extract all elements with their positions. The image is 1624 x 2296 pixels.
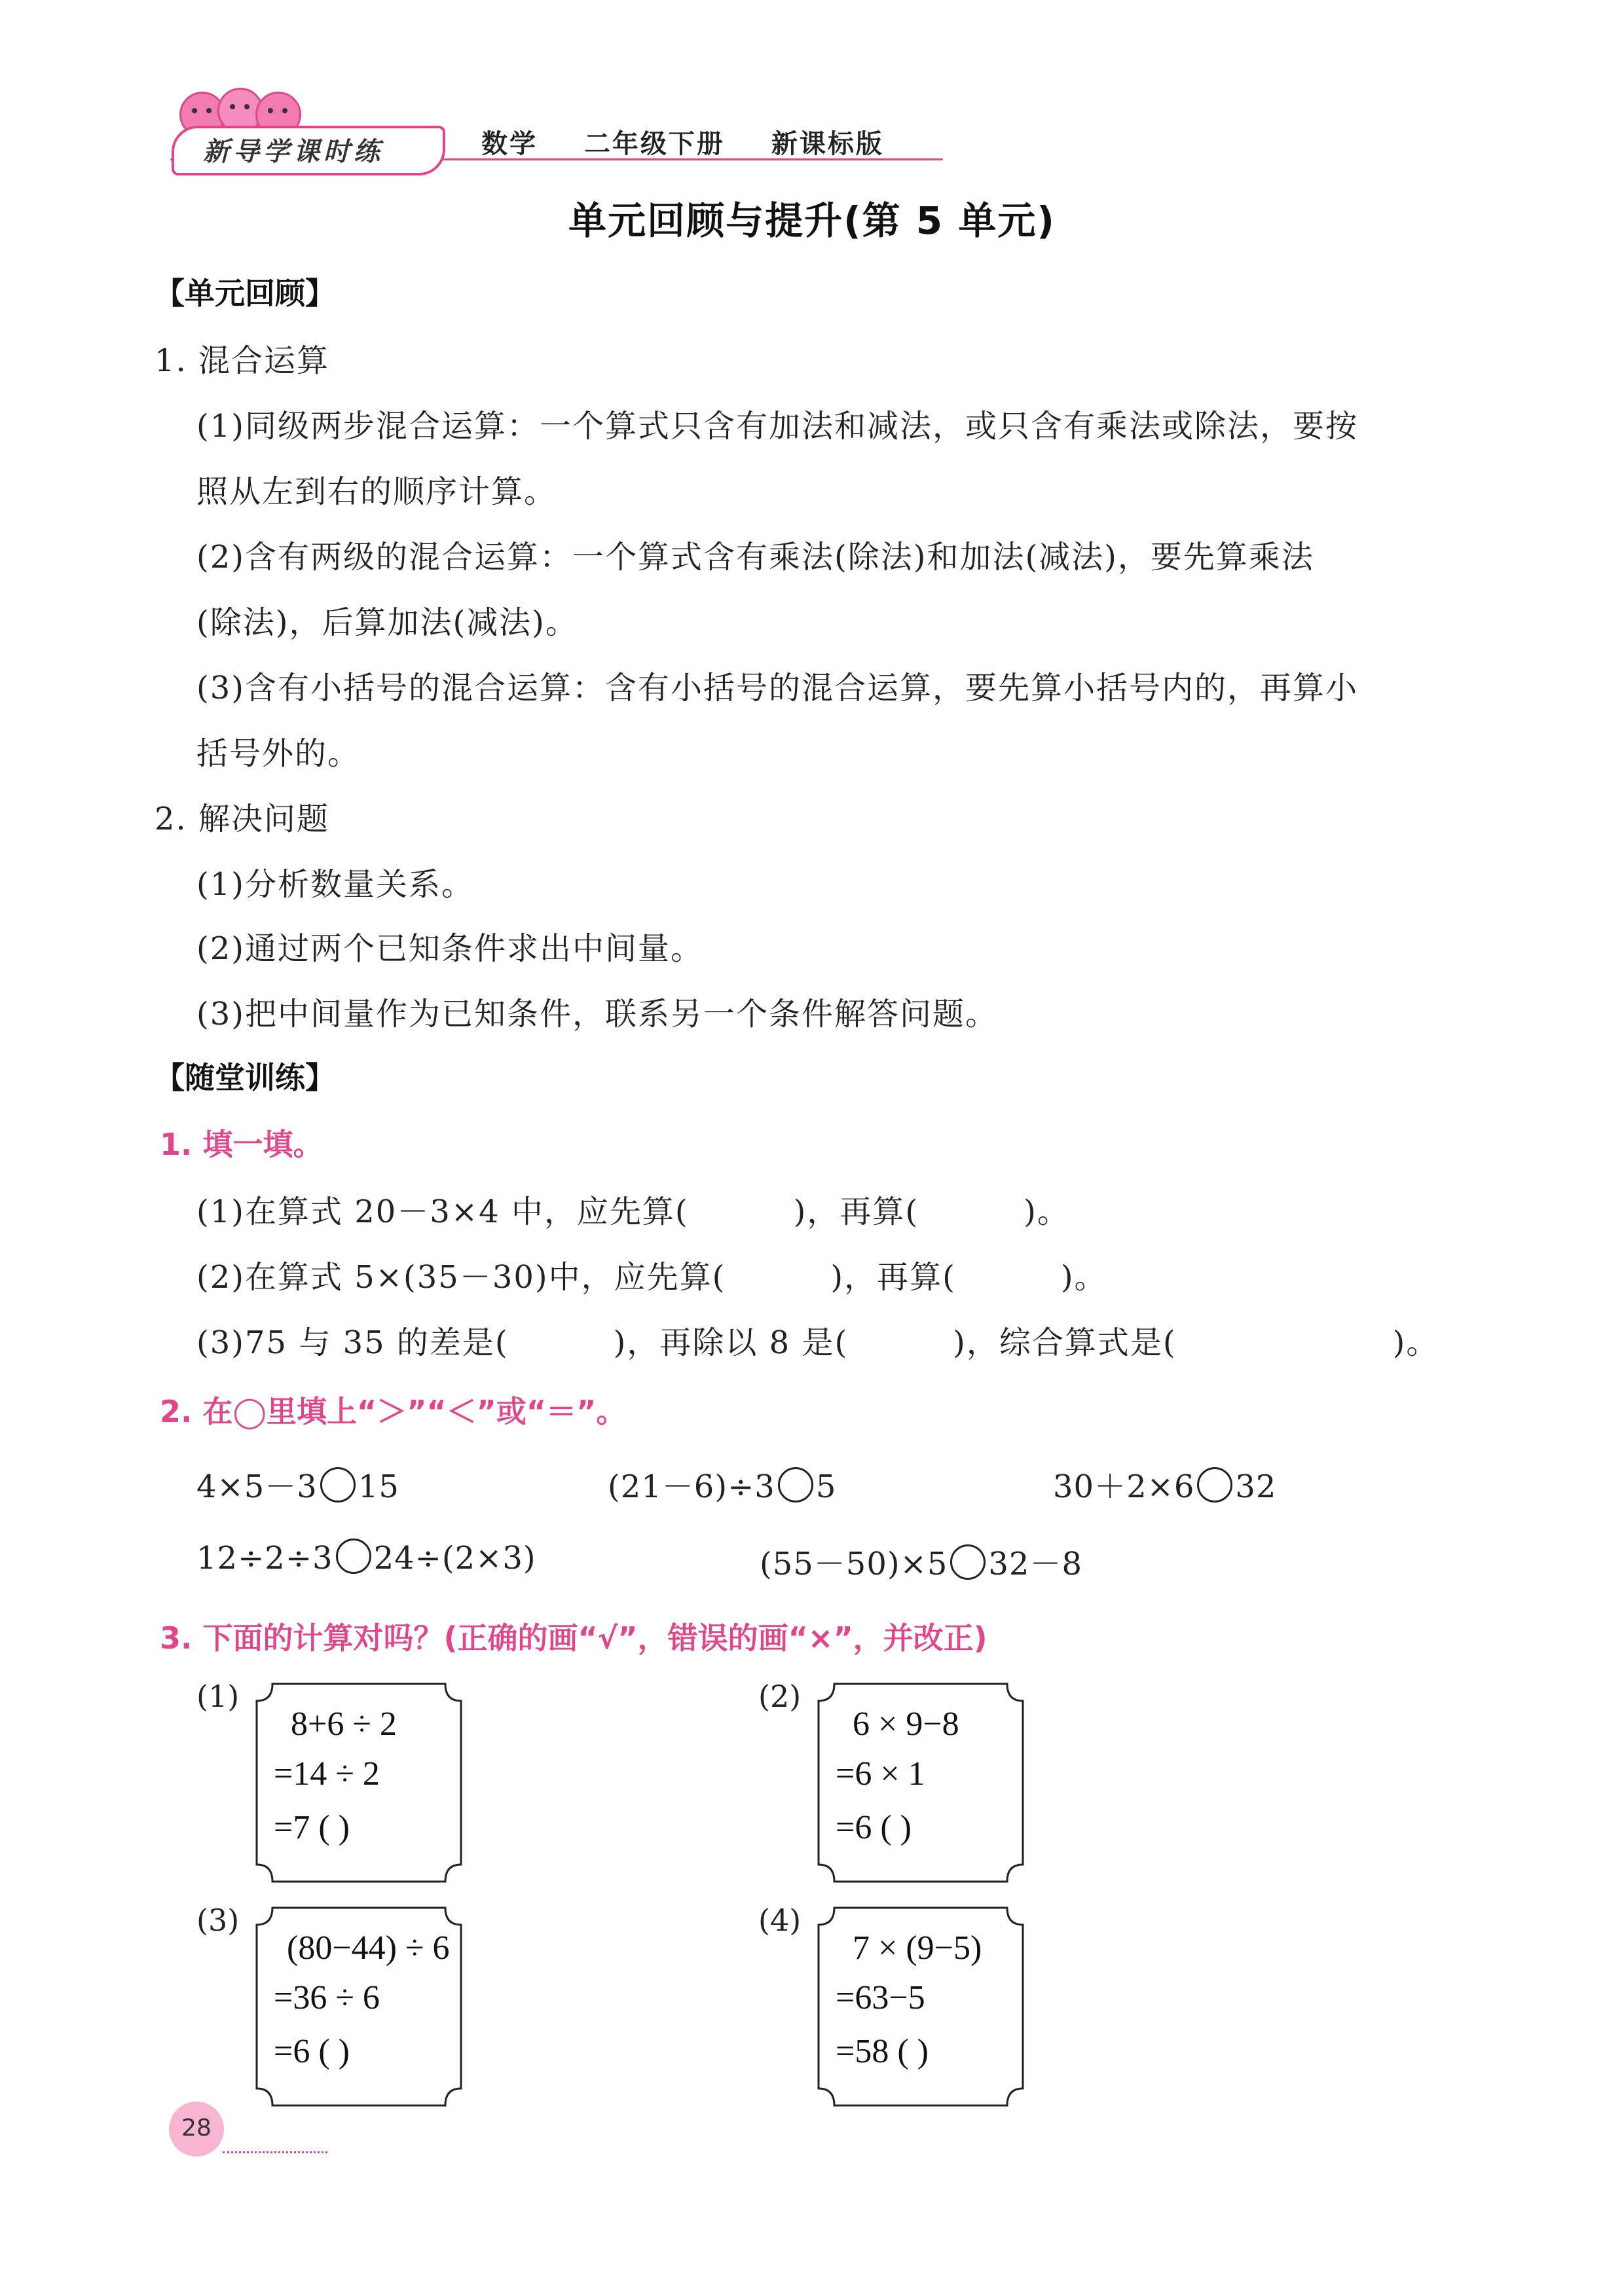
review-line: 照从左到右的顺序计算。 <box>196 473 557 510</box>
header-meta <box>481 123 919 160</box>
review-line: (3)含有小括号的混合运算：含有小括号的混合运算，要先算小括号内的，再算小 <box>196 670 1358 706</box>
calc-label: (4) <box>758 1903 802 1938</box>
calc-box: 8+6 ÷ 2 =14 ÷ 2 =7 ( ) <box>254 1681 464 1884</box>
footer-divider <box>223 2151 327 2153</box>
compare-circle[interactable] <box>1197 1467 1232 1503</box>
review-line: (2)通过两个已知条件求出中间量。 <box>196 930 703 967</box>
calc-box: (80−44) ÷ 6 =36 ÷ 6 =6 ( ) <box>254 1905 464 2108</box>
page-number: 28 <box>181 2115 212 2141</box>
fill-line-2: (2)在算式 5×(35－30)中，应先算( )，再算( )。 <box>196 1259 1107 1296</box>
compare-circle[interactable] <box>950 1544 986 1580</box>
calc-label: (2) <box>758 1679 802 1714</box>
calc-box: 7 × (9−5) =63−5 =58 ( ) <box>816 1905 1025 2108</box>
review-line: (3)把中间量作为已知条件，联系另一个条件解答问题。 <box>196 996 998 1032</box>
review-line: (1)分析数量关系。 <box>196 866 474 903</box>
compare-item: 4×5－3 15 <box>196 1468 399 1505</box>
question-1-title: 1. 填一填。 <box>160 1127 323 1162</box>
page-number-badge <box>169 2102 224 2157</box>
brand-name: 新导学课时练 <box>203 137 384 167</box>
question-2-title: 2. 在◯里填上“＞”“＜”或“＝”。 <box>160 1394 627 1429</box>
brand-logo <box>172 118 447 175</box>
compare-item: (55－50)×5 32－8 <box>760 1546 1082 1582</box>
calc-label: (1) <box>196 1679 240 1714</box>
compare-circle[interactable] <box>778 1467 813 1503</box>
question-3-title: 3. 下面的计算对吗？(正确的画“√”，错误的画“×”，并改正) <box>160 1620 987 1656</box>
calc-label: (3) <box>196 1903 240 1938</box>
practice-heading: 【随堂训练】 <box>155 1060 335 1095</box>
review-line: 括号外的。 <box>196 735 361 772</box>
subject-label: 数学 <box>481 128 538 159</box>
review-item1-title: 1. 混合运算 <box>155 342 330 379</box>
compare-item: (21－6)÷3 5 <box>608 1468 837 1505</box>
fill-line-3: (3)75 与 35 的差是( )，再除以 8 是( )，综合算式是( )。 <box>196 1324 1439 1361</box>
compare-item: 30＋2×6 32 <box>1053 1468 1277 1505</box>
review-line: (2)含有两级的混合运算：一个算式含有乘法(除法)和加法(减法)，要先算乘法 <box>196 539 1314 575</box>
review-line: (1)同级两步混合运算：一个算式只含有加法和减法，或只含有乘法或除法，要按 <box>196 408 1358 445</box>
grade-label: 二年级下册 <box>583 128 725 159</box>
review-line: (除法)，后算加法(减法)。 <box>196 604 578 641</box>
compare-circle[interactable] <box>320 1467 356 1503</box>
compare-item: 12÷2÷3 24÷(2×3) <box>196 1540 536 1576</box>
calc-box: 6 × 9−8 =6 × 1 =6 ( ) <box>816 1681 1025 1884</box>
review-item2-title: 2. 解决问题 <box>155 801 330 837</box>
page-title: 单元回顾与提升(第 5 单元) <box>568 198 1056 243</box>
compare-circle[interactable] <box>336 1539 371 1574</box>
review-heading: 【单元回顾】 <box>155 276 335 311</box>
fill-line-1: (1)在算式 20－3×4 中，应先算( )，再算( )。 <box>196 1194 1070 1230</box>
edition-label: 新课标版 <box>771 128 884 159</box>
